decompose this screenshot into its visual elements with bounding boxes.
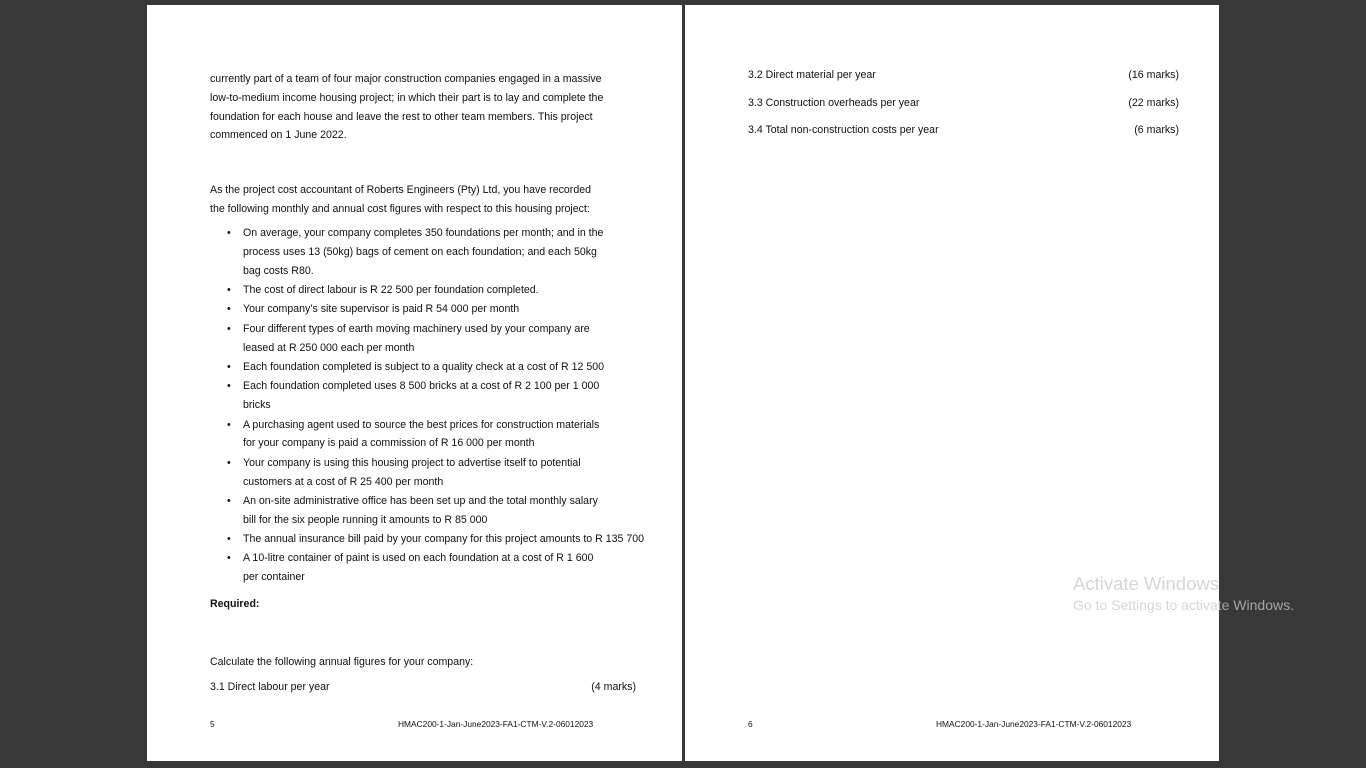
list-item xyxy=(210,377,670,415)
intro-line: foundation for each house and leave the rest to other team members. This project xyxy=(210,110,593,123)
question-label: 3.3 Construction overheads per year xyxy=(748,97,920,109)
list-item-text: bill for the six people running it amounts to R 85 000 xyxy=(243,513,488,526)
question-row xyxy=(748,69,1179,81)
question-marks: (16 marks) xyxy=(1128,69,1179,81)
bullet-icon: • xyxy=(227,227,231,239)
question-marks: (22 marks) xyxy=(1128,97,1179,109)
document-page-6 xyxy=(685,5,1219,761)
list-item xyxy=(210,549,670,587)
bullet-icon: • xyxy=(227,283,231,296)
document-code: HMAC200-1-Jan-June2023-FA1-CTM-V.2-06012023 xyxy=(936,719,1132,729)
required-heading: Required: xyxy=(210,598,260,610)
page-number: 6 xyxy=(748,719,753,729)
list-item-text: for your company is paid a commission of R 16 000 per month xyxy=(243,437,535,450)
list-item-text: process uses 13 (50kg) bags of cement on each foundation; and each 50kg xyxy=(243,245,597,258)
page-number: 5 xyxy=(210,719,215,729)
question-marks: (4 marks) xyxy=(591,681,636,693)
question-row xyxy=(748,97,1179,109)
bullet-icon: • xyxy=(227,456,231,469)
list-item-text: On average, your company completes 350 foundations per month; and in the xyxy=(243,227,604,239)
question-label: 3.2 Direct material per year xyxy=(748,69,876,81)
list-item-text: Four different types of earth moving machinery used by your company are xyxy=(243,322,590,335)
watermark-title: Activate Windows xyxy=(1073,573,1219,594)
list-item-text: Each foundation completed is subject to a quality check at a cost of R 12 500 xyxy=(243,360,604,373)
list-item-text: bag costs R80. xyxy=(243,264,314,277)
question-label: 3.4 Total non-construction costs per year xyxy=(748,124,939,136)
list-item-text: Your company’s site supervisor is paid R 54 000 per month xyxy=(243,303,520,316)
list-item-text: Your company is using this housing project to advertise itself to potential xyxy=(243,456,581,469)
instruction-text xyxy=(210,653,630,672)
list-item xyxy=(210,224,670,280)
intro-line: low-to-medium income housing project; in which their part is to lay and complete the xyxy=(210,91,604,104)
activation-watermark xyxy=(1073,573,1294,613)
cost-figures-list xyxy=(210,224,670,588)
list-item-text: The annual insurance bill paid by your company for this project amounts to R 135 700 xyxy=(243,533,645,546)
list-item-text: bricks xyxy=(243,399,271,412)
bullet-icon: • xyxy=(227,303,231,316)
intro-line: commenced on 1 June 2022. xyxy=(210,129,347,142)
list-item-text: leased at R 250 000 each per month xyxy=(243,341,415,354)
instruction-line: Calculate the following annual figures for your company: xyxy=(210,656,474,668)
bullet-icon: • xyxy=(227,552,231,565)
bullet-icon: • xyxy=(227,360,231,373)
bullet-icon: • xyxy=(227,380,231,393)
document-code: HMAC200-1-Jan-June2023-FA1-CTM-V.2-06012023 xyxy=(398,719,594,729)
document-page-5 xyxy=(147,5,682,761)
list-item-text: customers at a cost of R 25 400 per month xyxy=(243,475,444,488)
list-item-text: An on-site administrative office has been set up and the total monthly salary xyxy=(243,494,598,507)
context-line: As the project cost accountant of Roberts Engineers (Pty) Ltd, you have recorded xyxy=(210,184,591,196)
list-item-text: Each foundation completed uses 8 500 bricks at a cost of R 2 100 per 1 000 xyxy=(243,380,600,393)
bullet-icon: • xyxy=(227,418,231,431)
list-item xyxy=(210,320,670,358)
list-item-text: The cost of direct labour is R 22 500 per foundation completed. xyxy=(243,283,539,296)
list-item xyxy=(210,530,670,549)
question-row xyxy=(748,124,1179,136)
list-item xyxy=(210,492,670,530)
list-item-text: per container xyxy=(243,571,305,584)
bullet-icon: • xyxy=(227,322,231,335)
list-item xyxy=(210,358,670,377)
intro-paragraph xyxy=(210,70,630,145)
question-row xyxy=(210,681,636,693)
context-paragraph xyxy=(210,181,630,219)
list-item xyxy=(210,300,670,319)
question-label: 3.1 Direct labour per year xyxy=(210,681,330,693)
list-item-text: A 10-litre container of paint is used on each foundation at a cost of R 1 600 xyxy=(243,552,594,565)
list-item xyxy=(210,416,670,454)
list-item xyxy=(210,281,670,300)
question-marks: (6 marks) xyxy=(1134,124,1179,136)
bullet-icon: • xyxy=(227,533,231,546)
context-line: the following monthly and annual cost figures with respect to this housing project: xyxy=(210,202,590,215)
watermark-subtitle: Go to Settings to activate Windows. xyxy=(1073,597,1294,613)
intro-line: currently part of a team of four major construction companies engaged in a massive xyxy=(210,73,602,85)
bullet-icon: • xyxy=(227,494,231,507)
list-item-text: A purchasing agent used to source the best prices for construction materials xyxy=(243,418,600,431)
list-item xyxy=(210,454,670,492)
